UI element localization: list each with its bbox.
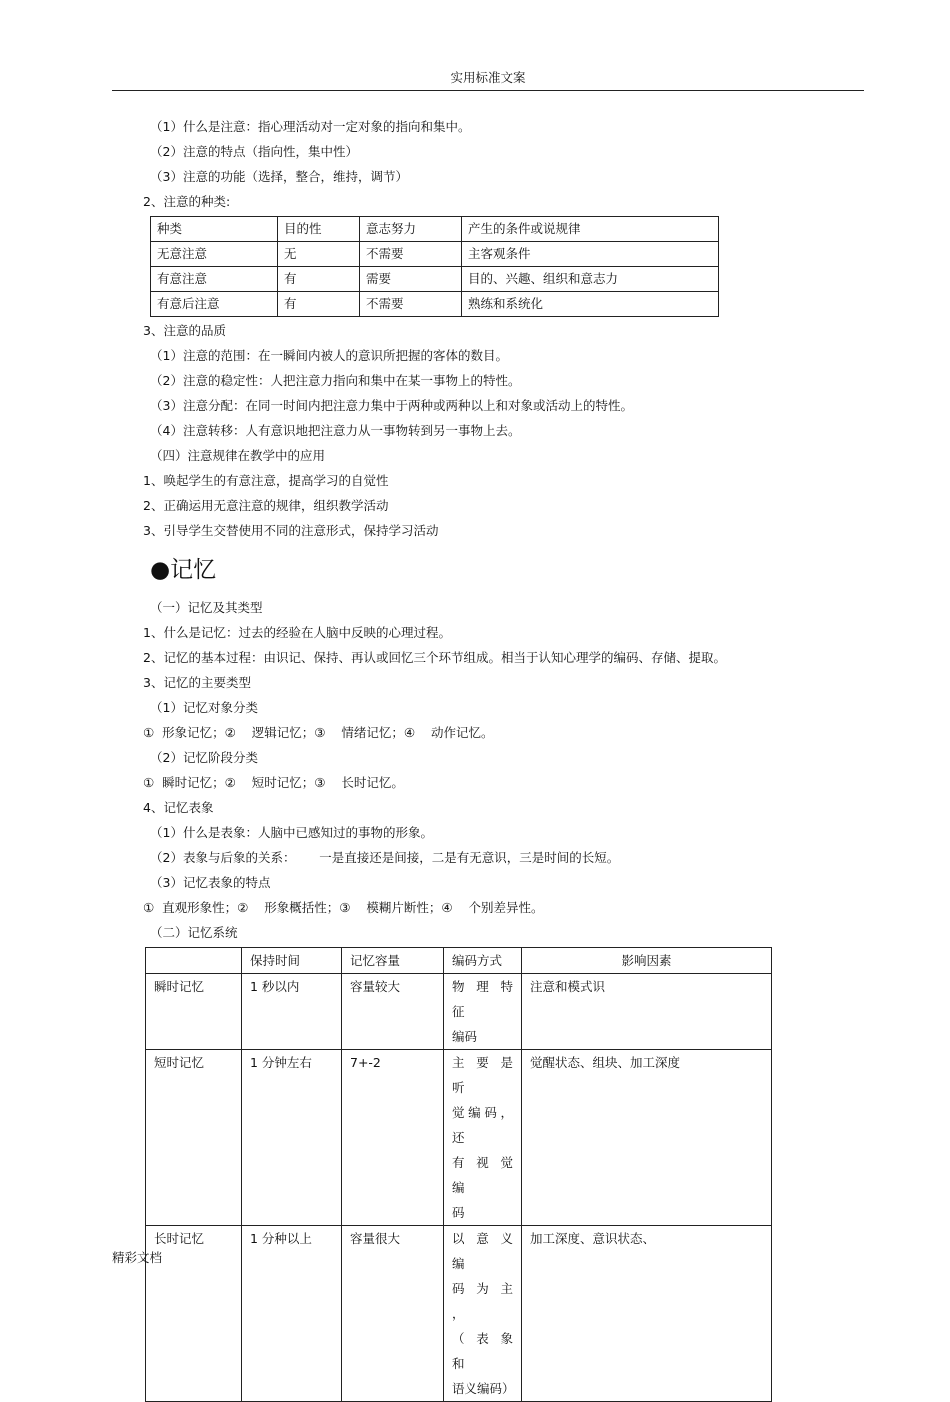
text-line: 2、记忆的基本过程：由识记、保持、再认或回忆三个环节组成。相当于认知心理学的编码、存储、提取。 [143, 650, 726, 665]
text-line: （3）记忆表象的特点 [150, 875, 271, 890]
text-line: （3）注意的功能（选择，整合，维持，调节） [150, 169, 408, 184]
cell-line: 码 [452, 1205, 465, 1220]
table-cell: 1 分种以上 [242, 1226, 342, 1402]
text-line: （2）表象与后象的关系： 一是直接还是间接，二是有无意识，三是时间的长短。 [150, 850, 620, 865]
table-cell: 7+-2 [342, 1050, 444, 1226]
table-cell: 有意注意 [151, 267, 278, 292]
table-cell: 不需要 [360, 242, 462, 267]
text-line: （2）注意的稳定性：人把注意力指向和集中在某一事物上的特性。 [150, 373, 521, 388]
table-header-cell: 编码方式 [444, 948, 522, 974]
text-line: （1）什么是注意：指心理活动对一定对象的指向和集中。 [150, 119, 471, 134]
text-line: 3、记忆的主要类型 [143, 675, 251, 690]
table-cell: 加工深度、意识状态、 [522, 1226, 772, 1402]
text-line: ① 形象记忆；② 逻辑记忆；③ 情绪记忆；④ 动作记忆。 [143, 725, 494, 740]
table-cell: 主客观条件 [462, 242, 719, 267]
text-line: ① 瞬时记忆；② 短时记忆；③ 长时记忆。 [143, 775, 404, 790]
cell-line: 物 理 特 征 [452, 979, 513, 1019]
cell-line: 主 要 是 听 [452, 1055, 513, 1095]
header-divider [112, 90, 864, 91]
table-row [151, 242, 719, 267]
table-cell: 无意注意 [151, 242, 278, 267]
table-cell: 不需要 [360, 292, 462, 317]
text-line: （1）什么是表象：人脑中已感知过的事物的形象。 [150, 825, 433, 840]
table-row [151, 267, 719, 292]
table-cell [444, 1226, 522, 1402]
table-cell [444, 974, 522, 1050]
page-header-title: 实用标准文案 [450, 70, 526, 85]
section-heading: 2、注意的种类: [143, 194, 231, 209]
table-cell: 长时记忆 [146, 1226, 242, 1402]
text-line: 1、什么是记忆：过去的经验在人脑中反映的心理过程。 [143, 625, 451, 640]
table-cell [444, 1050, 522, 1226]
text-line: ① 直观形象性；② 形象概括性；③ 模糊片断性；④ 个别差异性。 [143, 900, 544, 915]
cell-line: 以 意 义 编 [452, 1231, 513, 1271]
text-line: （3）注意分配：在同一时间内把注意力集中于两种或两种以上和对象或活动上的特性。 [150, 398, 633, 413]
cell-line: 觉编码，还 [452, 1105, 513, 1145]
memory-heading: ●记忆 [150, 557, 217, 583]
text-line: （四）注意规律在教学中的应用 [150, 448, 326, 463]
cell-line: 语义编码） [452, 1381, 515, 1396]
cell-line: （ 表 象 和 [452, 1331, 513, 1371]
text-line: （4）注意转移：人有意识地把注意力从一事物转到另一事物上去。 [150, 423, 521, 438]
document-body [0, 114, 950, 1402]
memory-system-table [145, 947, 772, 1402]
table-header-row [151, 217, 719, 242]
cell-line: 编码 [452, 1029, 478, 1044]
text-line: 2、正确运用无意注意的规律，组织教学活动 [143, 498, 389, 513]
table-header-row [146, 948, 772, 974]
text-line: （一）记忆及其类型 [150, 600, 263, 615]
text-line: （2）记忆阶段分类 [150, 750, 258, 765]
table-header-cell: 记忆容量 [342, 948, 444, 974]
table-cell: 短时记忆 [146, 1050, 242, 1226]
section-heading: 3、注意的品质 [143, 323, 226, 338]
table-cell: 有 [278, 292, 360, 317]
table-header-cell: 目的性 [278, 217, 360, 242]
text-line: 1、唤起学生的有意注意，提高学习的自觉性 [143, 473, 389, 488]
table-cell: 1 秒以内 [242, 974, 342, 1050]
table-cell: 熟练和系统化 [462, 292, 719, 317]
table-row [146, 974, 772, 1050]
table-header-cell: 保持时间 [242, 948, 342, 974]
page-footer: 精彩文档 [112, 1250, 163, 1265]
table-cell: 有 [278, 267, 360, 292]
table-cell: 注意和模式识 [522, 974, 772, 1050]
text-line: （1）记忆对象分类 [150, 700, 258, 715]
table-header-cell: 种类 [151, 217, 278, 242]
text-line: 4、记忆表象 [143, 800, 214, 815]
text-line: 3、引导学生交替使用不同的注意形式，保持学习活动 [143, 523, 439, 538]
table-row [146, 1226, 772, 1402]
table-cell: 无 [278, 242, 360, 267]
cell-line: 有 视 觉 编 [452, 1155, 513, 1195]
table-cell: 容量较大 [342, 974, 444, 1050]
text-line: （2）注意的特点（指向性，集中性） [150, 144, 358, 159]
table-cell: 1 分钟左右 [242, 1050, 342, 1226]
attention-types-table [150, 216, 719, 317]
table-cell: 觉醒状态、组块、加工深度 [522, 1050, 772, 1226]
table-cell: 需要 [360, 267, 462, 292]
table-header-cell: 影响因素 [522, 948, 772, 974]
table-cell: 有意后注意 [151, 292, 278, 317]
table-row [151, 292, 719, 317]
table-cell: 容量很大 [342, 1226, 444, 1402]
table-cell: 目的、兴趣、组织和意志力 [462, 267, 719, 292]
text-line: （二）记忆系统 [150, 925, 238, 940]
table-header-cell: 产生的条件或说规律 [462, 217, 719, 242]
text-line: （1）注意的范围：在一瞬间内被人的意识所把握的客体的数目。 [150, 348, 508, 363]
cell-line: 码 为 主 ， [452, 1281, 513, 1321]
table-header-cell [146, 948, 242, 974]
table-header-cell: 意志努力 [360, 217, 462, 242]
table-row [146, 1050, 772, 1226]
table-cell: 瞬时记忆 [146, 974, 242, 1050]
